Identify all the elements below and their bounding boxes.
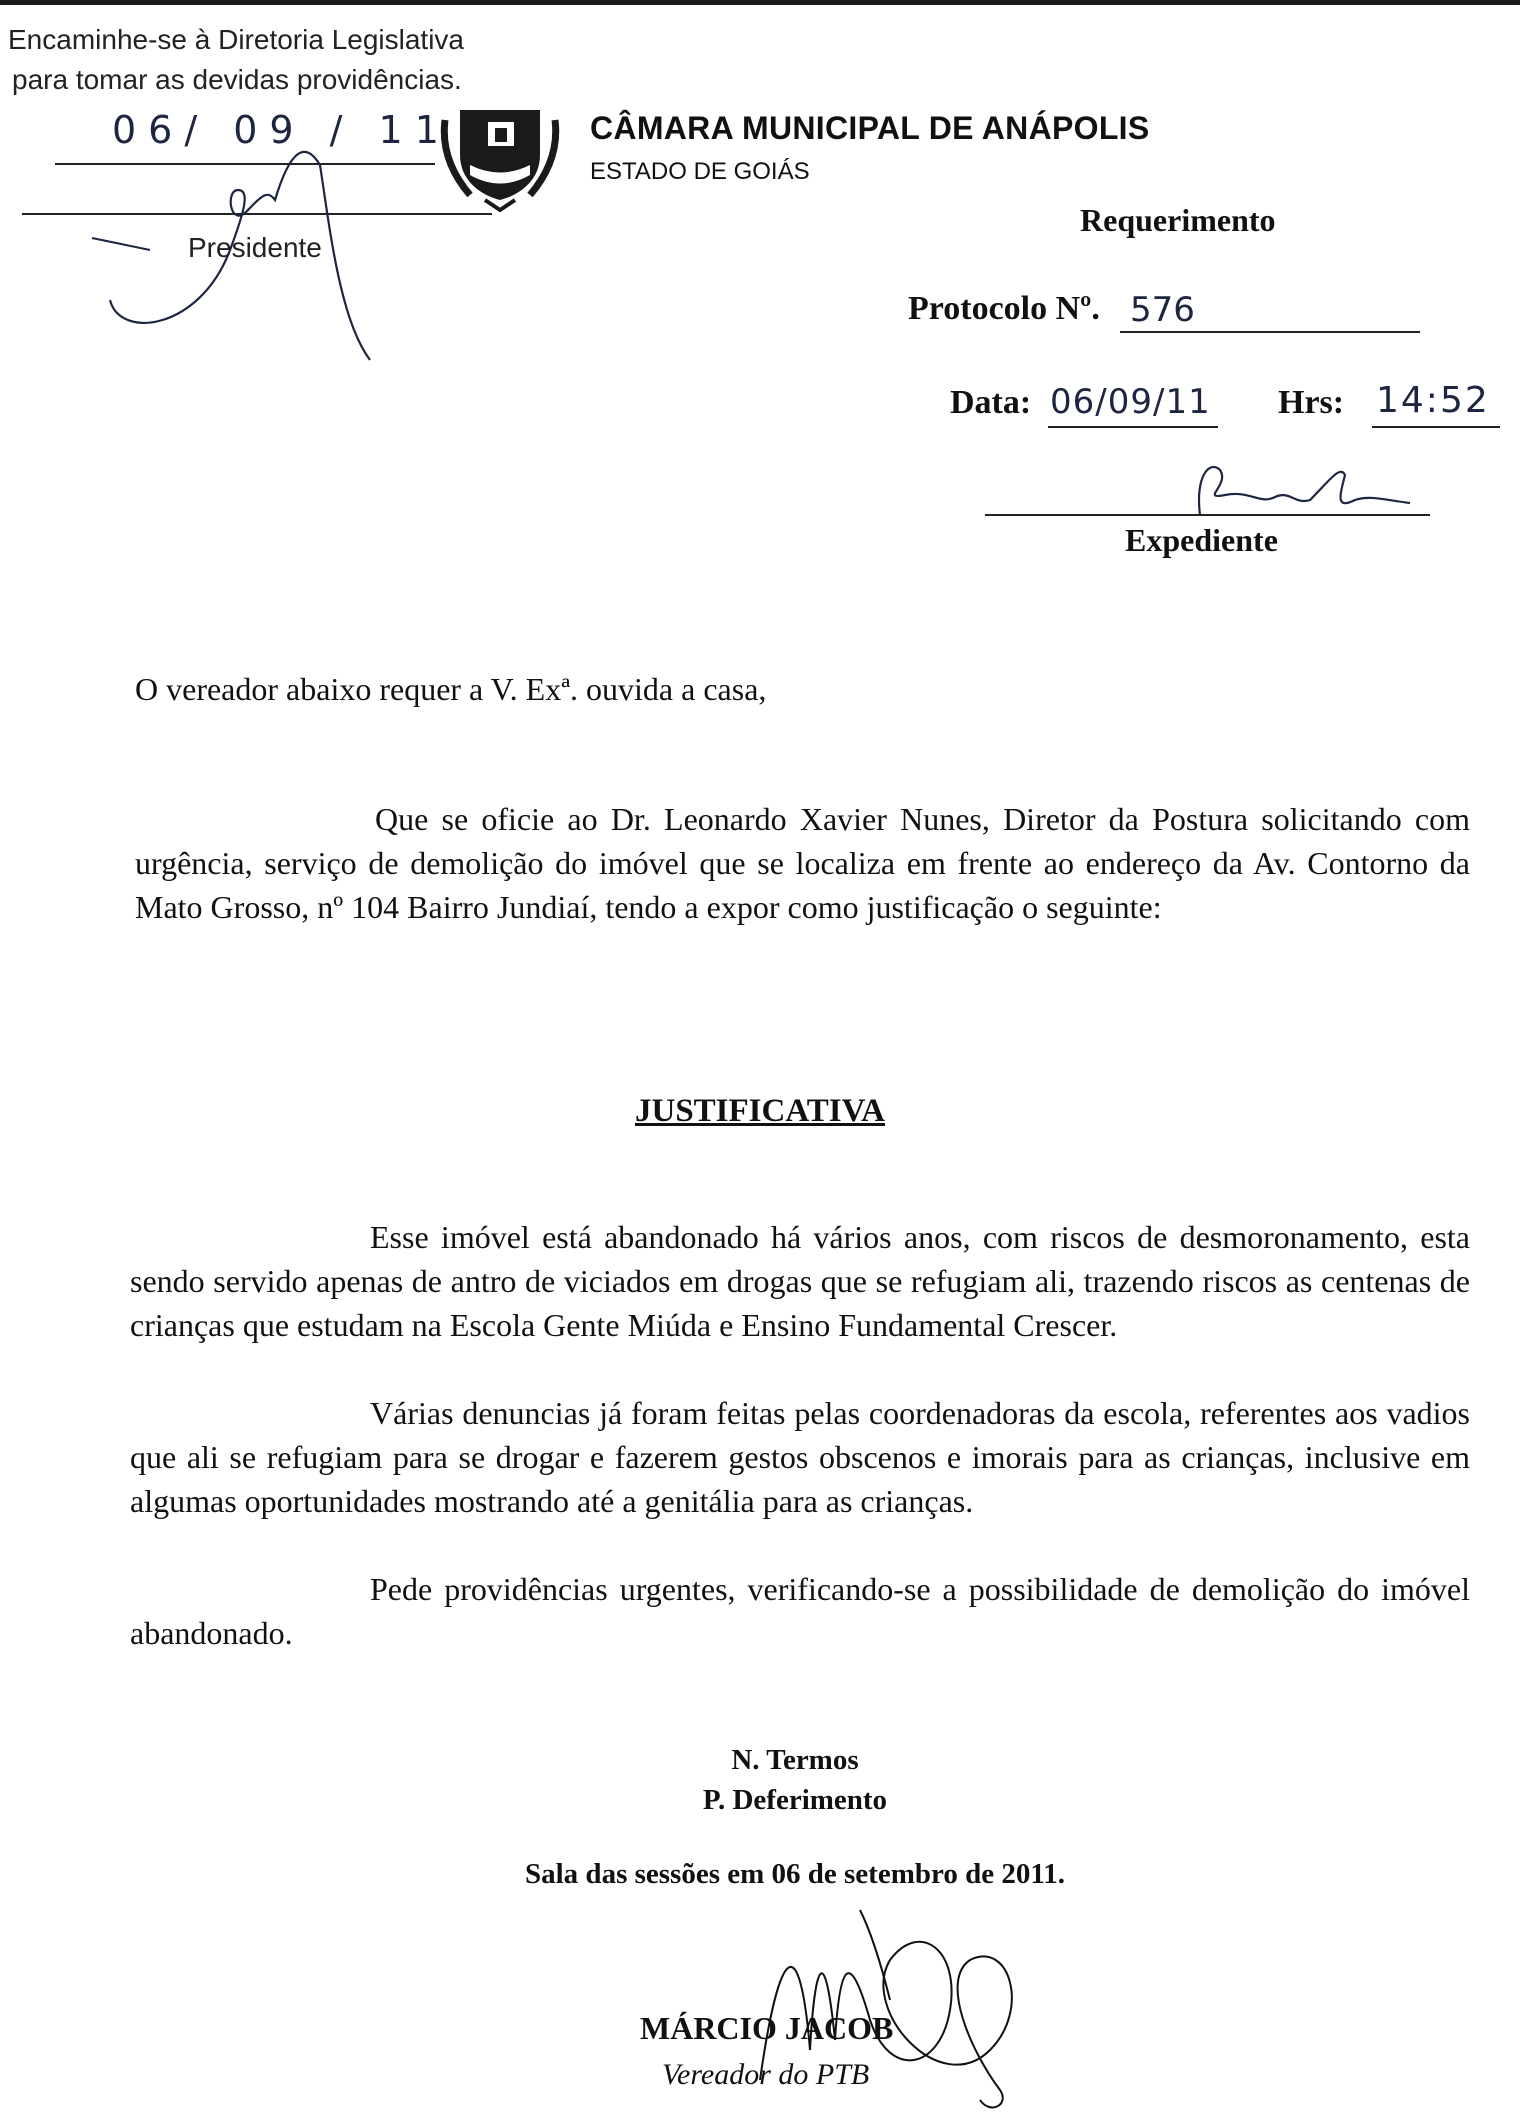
hours-value: 14:52 <box>1376 380 1490 421</box>
justification-paragraph-1: Esse imóvel está abandonado há vários anos, com riscos de desmoronamento, esta sendo servido apenas de antro de viciados em drogas que se refugiam ali, trazendo riscos as centenas de crianças que estudam na Escola Gente Miúda e Ensino Fundamental Crescer. <box>130 1219 1470 1343</box>
protocol-underline <box>1120 331 1420 333</box>
date-value: 06/09/11 <box>1050 382 1211 422</box>
organization-name: CÂMARA MUNICIPAL DE ANÁPOLIS <box>590 110 1150 146</box>
despacho-line-2: para tomar as devidas providências. <box>12 64 462 95</box>
hours-underline <box>1372 426 1500 428</box>
request-paragraph: Que se oficie ao Dr. Leonardo Xavier Nunes, Diretor da Postura solicitando com urgência, serviço de demolição do imóvel que se localiza em frente ao endereço da Av. Contorno da Mato Grosso, nº 104 Bairro Jundiaí, tendo a expor como justificação o seguinte: <box>135 801 1470 925</box>
councilor-name: MÁRCIO JACOB <box>640 2010 894 2046</box>
greeting: O vereador abaixo requer a V. Exª. ouvida a casa, <box>135 671 767 707</box>
hours-label: Hrs: <box>1278 384 1345 421</box>
expediente-rule <box>985 514 1430 516</box>
date-underline <box>1048 426 1218 428</box>
justification-paragraph-3: Pede providências urgentes, verificando-se a possibilidade de demolição do imóvel abandonado. <box>130 1571 1470 1651</box>
justification-paragraph-2: Várias denuncias já foram feitas pelas coordenadoras da escola, referentes aos vadios que ali se refugiam para se drogar e fazerem gestos obscenos e imorais para as crianças, inclusive em algumas oportunidades mostrando até a genitália para as crianças. <box>130 1395 1470 1519</box>
date-label: Data: <box>950 384 1032 421</box>
expediente-label: Expediente <box>1125 522 1278 558</box>
closing-deferimento: P. Deferimento <box>702 1784 888 1816</box>
session-place-date: Sala das sessões em 06 de setembro de 2011. <box>525 1858 1065 1890</box>
protocol-number: 576 <box>1130 290 1195 330</box>
coat-of-arms-icon <box>440 100 560 210</box>
protocol-label: Protocolo Nº. <box>908 290 1100 327</box>
organization-state: ESTADO DE GOIÁS <box>590 158 810 185</box>
councilor-role: Vereador do PTB <box>662 2058 870 2091</box>
despacho-signer: Presidente <box>188 232 322 263</box>
justification-title: JUSTIFICATIVA <box>634 1093 885 1129</box>
closing-termos: N. Termos <box>731 1744 859 1776</box>
despacho-line-1: Encaminhe-se à Diretoria Legislativa <box>8 24 464 55</box>
despacho-date: 06/ 09 / 11 <box>112 108 451 152</box>
document-type: Requerimento <box>1080 202 1276 238</box>
